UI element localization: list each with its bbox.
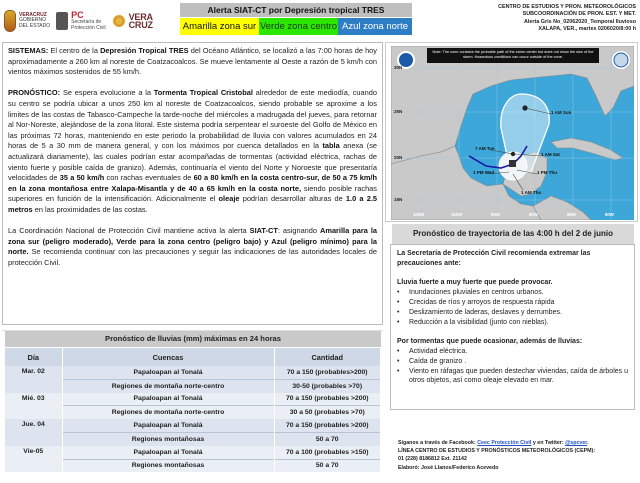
zone-south-yellow: Amarilla zona sur xyxy=(180,18,259,35)
flower-icon xyxy=(112,14,126,28)
text-bold: Tormenta Tropical Cristobal xyxy=(153,88,253,98)
text-bold: tabla xyxy=(322,141,340,151)
basin-cell: Papaloapan al Tonalá xyxy=(62,366,274,379)
track-label: 1 AM Sat xyxy=(541,152,560,157)
list-item: • Actividad eléctrica. xyxy=(397,347,628,357)
basin-cell: Regiones montañosas xyxy=(62,432,274,445)
precautions-intro: La Secretaría de Protección Civil recomienda extremar las precauciones ante: xyxy=(397,250,591,267)
text: . xyxy=(587,440,589,446)
track-label: 1 AM Thu xyxy=(521,190,542,195)
amount-cell: 50 a 70 xyxy=(274,432,381,445)
column-header-basins: Cuencas xyxy=(62,348,274,366)
logos xyxy=(4,4,174,38)
text: siendo posible rachas superiores en función de la intensificación. Adicionalmente el xyxy=(8,183,377,204)
list-item: • Viento en ráfagas que pueden destechar viviendas, caída de árboles u otros objetos, así como oleaje elevado en mar. xyxy=(397,367,628,387)
text: Síganos a través de Facebook: xyxy=(398,440,478,446)
basin-cell: Regiones de montaña norte-centro xyxy=(62,406,274,419)
text: con rachas eventuales de xyxy=(104,173,194,183)
amount-cell: 70 a 150 (probables>200) xyxy=(274,366,381,379)
alert-title: Alerta SIAT-CT por Depresión tropical TRES xyxy=(180,3,412,17)
amount-cell: 30-50 (probables >70) xyxy=(274,379,381,392)
basin-cell: Papaloapan al Tonalá xyxy=(62,446,274,459)
text: Se recomienda continuar con las precauciones y seguir las indicaciones de las autoridades locales de protección Civil. xyxy=(8,247,377,267)
storm-list xyxy=(397,347,628,386)
day-cell: Mié. 03 xyxy=(5,393,62,420)
list-item: • Reducción a la visibilidad (junto con nieblas). xyxy=(397,318,628,328)
twitter-link[interactable]: @spcver xyxy=(565,440,588,446)
text: anexa (se actualizará diariamente), las cuales podrían estar acompañadas de tormentas (actividad eléctrica, rachas de viento fuerte y posible caída de granizo). Además, continuaría el viento del Norte y Noroeste que presentaría velocidades de xyxy=(8,141,377,183)
text-bold: oleaje xyxy=(218,194,240,204)
text-bold: SIAT-CT xyxy=(249,226,278,236)
logo-text: CRUZ xyxy=(128,20,153,30)
social-line xyxy=(398,439,638,447)
amount-cell: 70 a 150 (probables >200) xyxy=(274,393,381,406)
text: : asignando xyxy=(277,226,321,236)
table-row xyxy=(5,366,381,379)
list-item: • Deslizamiento de laderas, deslaves y derrumbes. xyxy=(397,308,628,318)
bulletin-text xyxy=(2,42,383,325)
logo-vera-cruz xyxy=(112,13,153,29)
track-label: 1 PM Wed xyxy=(473,170,495,175)
rain-heading: Lluvia fuerte a muy fuerte que puede provocar. xyxy=(397,279,553,287)
day-cell: Jue. 04 xyxy=(5,419,62,446)
map-note: Note: The cone contains the probable path of the storm center but does not show the size of the storm. Hazardous conditions can occur outside of the cone. xyxy=(427,48,599,63)
sistemas-paragraph xyxy=(8,46,377,78)
lon-label: 100W xyxy=(451,212,463,217)
logo-text: GOBIERNO xyxy=(19,17,46,24)
table-row xyxy=(5,419,381,432)
list-item: • Crecidas de ríos y arroyos de respuesta rápida xyxy=(397,298,628,308)
basin-cell: Regiones de montaña norte-centro xyxy=(62,379,274,392)
pc-label: PC xyxy=(71,10,84,20)
table-row xyxy=(5,379,381,392)
text-bold: 60 a 80 km/h en la costa centro-sur, de 50 a 75 km/h en la zona montañosa entre Xalapa-Misantla y de 40 a 65 km/h en la costa norte, xyxy=(8,173,377,193)
table-row xyxy=(5,393,381,406)
text: El centro de la xyxy=(48,46,101,55)
text-bold: Amarilla para la zona sur (peligro moderado), Verde para la zona centro (peligro bajo) y Azul (peligro mínimo) para la norte. xyxy=(8,226,377,257)
footer xyxy=(398,439,638,472)
logo-text: DEL ESTADO xyxy=(19,22,51,29)
pronostico-paragraph xyxy=(8,88,377,215)
alert-zones xyxy=(180,18,412,35)
track-label: 7 AM Tue xyxy=(475,146,495,151)
column-header-day: Día xyxy=(5,348,62,366)
text: podrían desarrollar alturas de xyxy=(239,194,346,204)
track-label: 1 AM Sun xyxy=(551,110,572,115)
day-cell: Mar. 02 xyxy=(5,366,62,393)
table-row xyxy=(5,406,381,419)
amount-cell: 70 a 150 (probables >200) xyxy=(274,419,381,432)
text-bold: 1.0 a 2.5 metros xyxy=(8,194,377,214)
text: en las proximidades de las costas. xyxy=(32,204,148,214)
zone-north-blue: Azul zona norte xyxy=(338,18,412,35)
lat-label: 15N xyxy=(394,197,403,202)
lon-label: 95W xyxy=(491,212,500,217)
logo-pc xyxy=(56,11,105,31)
veracruz-shield-icon xyxy=(4,10,16,32)
lat-label: 25N xyxy=(394,109,403,114)
map-graphic xyxy=(391,46,634,220)
center-info-line: Alerta Gris No_02062020_Temporal lluvioso xyxy=(524,18,636,25)
list-item: • Caída de granizo . xyxy=(397,357,628,367)
text: del Océano Atlántico, se localizó a las 7:00 horas de hoy aproximadamente a 260 km al noreste de Coatzacoalcos. Se mueve lentamente al Oeste a razón de 5 km/h con vientos máximos sostenidos de 55 km/h. xyxy=(8,46,377,77)
label: PRONÓSTICO: xyxy=(8,88,61,98)
table-row xyxy=(5,432,381,445)
lon-label: 90W xyxy=(529,212,538,217)
rain-table xyxy=(5,348,381,472)
coordinacion-paragraph xyxy=(8,226,377,268)
basin-cell: Regiones montañosas xyxy=(62,459,274,472)
list-item: • Inundaciones pluviales en centros urbanos. xyxy=(397,288,628,298)
text-bold: Depresión Tropical TRES xyxy=(100,46,189,55)
forecast-map-panel xyxy=(385,42,638,222)
center-info xyxy=(411,4,636,34)
lon-label: 80W xyxy=(605,212,614,217)
label: SISTEMAS: xyxy=(8,46,49,55)
phone-number: 01 (228) 8186812 Ext. 21142 xyxy=(398,456,467,463)
track-label: 1 PM Thu xyxy=(537,170,557,175)
center-info-line: CENTRO DE ESTUDIOS Y PRON. METEOROLÓGICOS xyxy=(498,4,636,10)
rain-forecast xyxy=(2,330,383,481)
basin-cell: Papaloapan al Tonalá xyxy=(62,419,274,432)
precautions-box xyxy=(390,244,635,410)
text: y en Twitter: xyxy=(531,440,566,446)
center-info-line: XALAPA, VER., martes 0206020/8:00 h xyxy=(538,26,636,33)
logo-text: Secretaría de xyxy=(71,19,102,25)
amount-cell: 30 a 50 (probables >70) xyxy=(274,406,381,419)
logo-text: VERA xyxy=(128,12,153,22)
text-bold: 35 a 50 km/h xyxy=(59,173,105,183)
center-info-line: SUBCOORDINACIÓN DE PRON. EST. Y MET. xyxy=(522,11,636,18)
logo-text: Protección Civil xyxy=(71,24,106,31)
lat-label: 30N xyxy=(394,65,403,70)
cepm-line: LÍNEA CENTRO DE ESTUDIOS Y PRONÓSTICOS METEOROLÓGICOS (CEPM): xyxy=(398,448,596,455)
facebook-link[interactable]: Ceec Protección Civil xyxy=(477,440,532,446)
logo-text: VERACRUZ xyxy=(19,11,47,18)
text: La Coordinación Nacional de Protección Civil mantiene activa la alerta xyxy=(8,226,250,236)
table-row xyxy=(5,459,381,472)
table-header-row xyxy=(5,348,381,366)
lat-label: 20N xyxy=(394,155,403,160)
logo-veracruz-gobierno xyxy=(4,10,50,32)
amount-cell: 70 a 100 (probables >150) xyxy=(274,446,381,459)
amount-cell: 50 a 70 xyxy=(274,459,381,472)
map-caption: Pronóstico de trayectoria de las 4:00 h del 2 de junio xyxy=(392,224,634,244)
lon-label: 105W xyxy=(413,212,425,217)
day-cell: Vie-05 xyxy=(5,446,62,473)
column-header-amount: Cantidad xyxy=(274,348,381,366)
header xyxy=(0,0,640,42)
text: alrededor de este mediodía, cuando su centro se podría ubicar a unos 250 km al noreste de Coatzacoalcos, siendo probable se aproxime a los limites de las costas de Tabasco-Campeche la tarde-noche del miércoles a madrugada del jueves, para retornar al Nor-Noreste, alejándose de la zona litoral. Este sistema podría serpentear el suroeste del Golfo de México en las próximas 72 horas, manteniendo en este periodo la probabilidad de lluvia con valores acumulados en 24 horas de 5 a 30 mm de manera general, y con los máximos por cuenca detallados en la xyxy=(8,88,377,151)
zone-center-green: Verde zona centro xyxy=(259,18,338,35)
text: Se espera evolucione a la xyxy=(60,88,154,98)
basin-cell: Papaloapan al Tonalá xyxy=(62,393,274,406)
rain-table-title: Pronóstico de lluvias (mm) máximas en 24 horas xyxy=(5,331,381,347)
lon-label: 85W xyxy=(567,212,576,217)
table-row xyxy=(5,446,381,459)
storm-heading: Por tormentas que puede ocasionar, además de lluvias: xyxy=(397,338,583,346)
author-credit: Elaboró: José Llanos/Federico Acevedo xyxy=(398,464,499,471)
forecast-map xyxy=(391,46,634,220)
rain-list xyxy=(397,288,628,327)
pc-shield-icon xyxy=(56,12,68,30)
